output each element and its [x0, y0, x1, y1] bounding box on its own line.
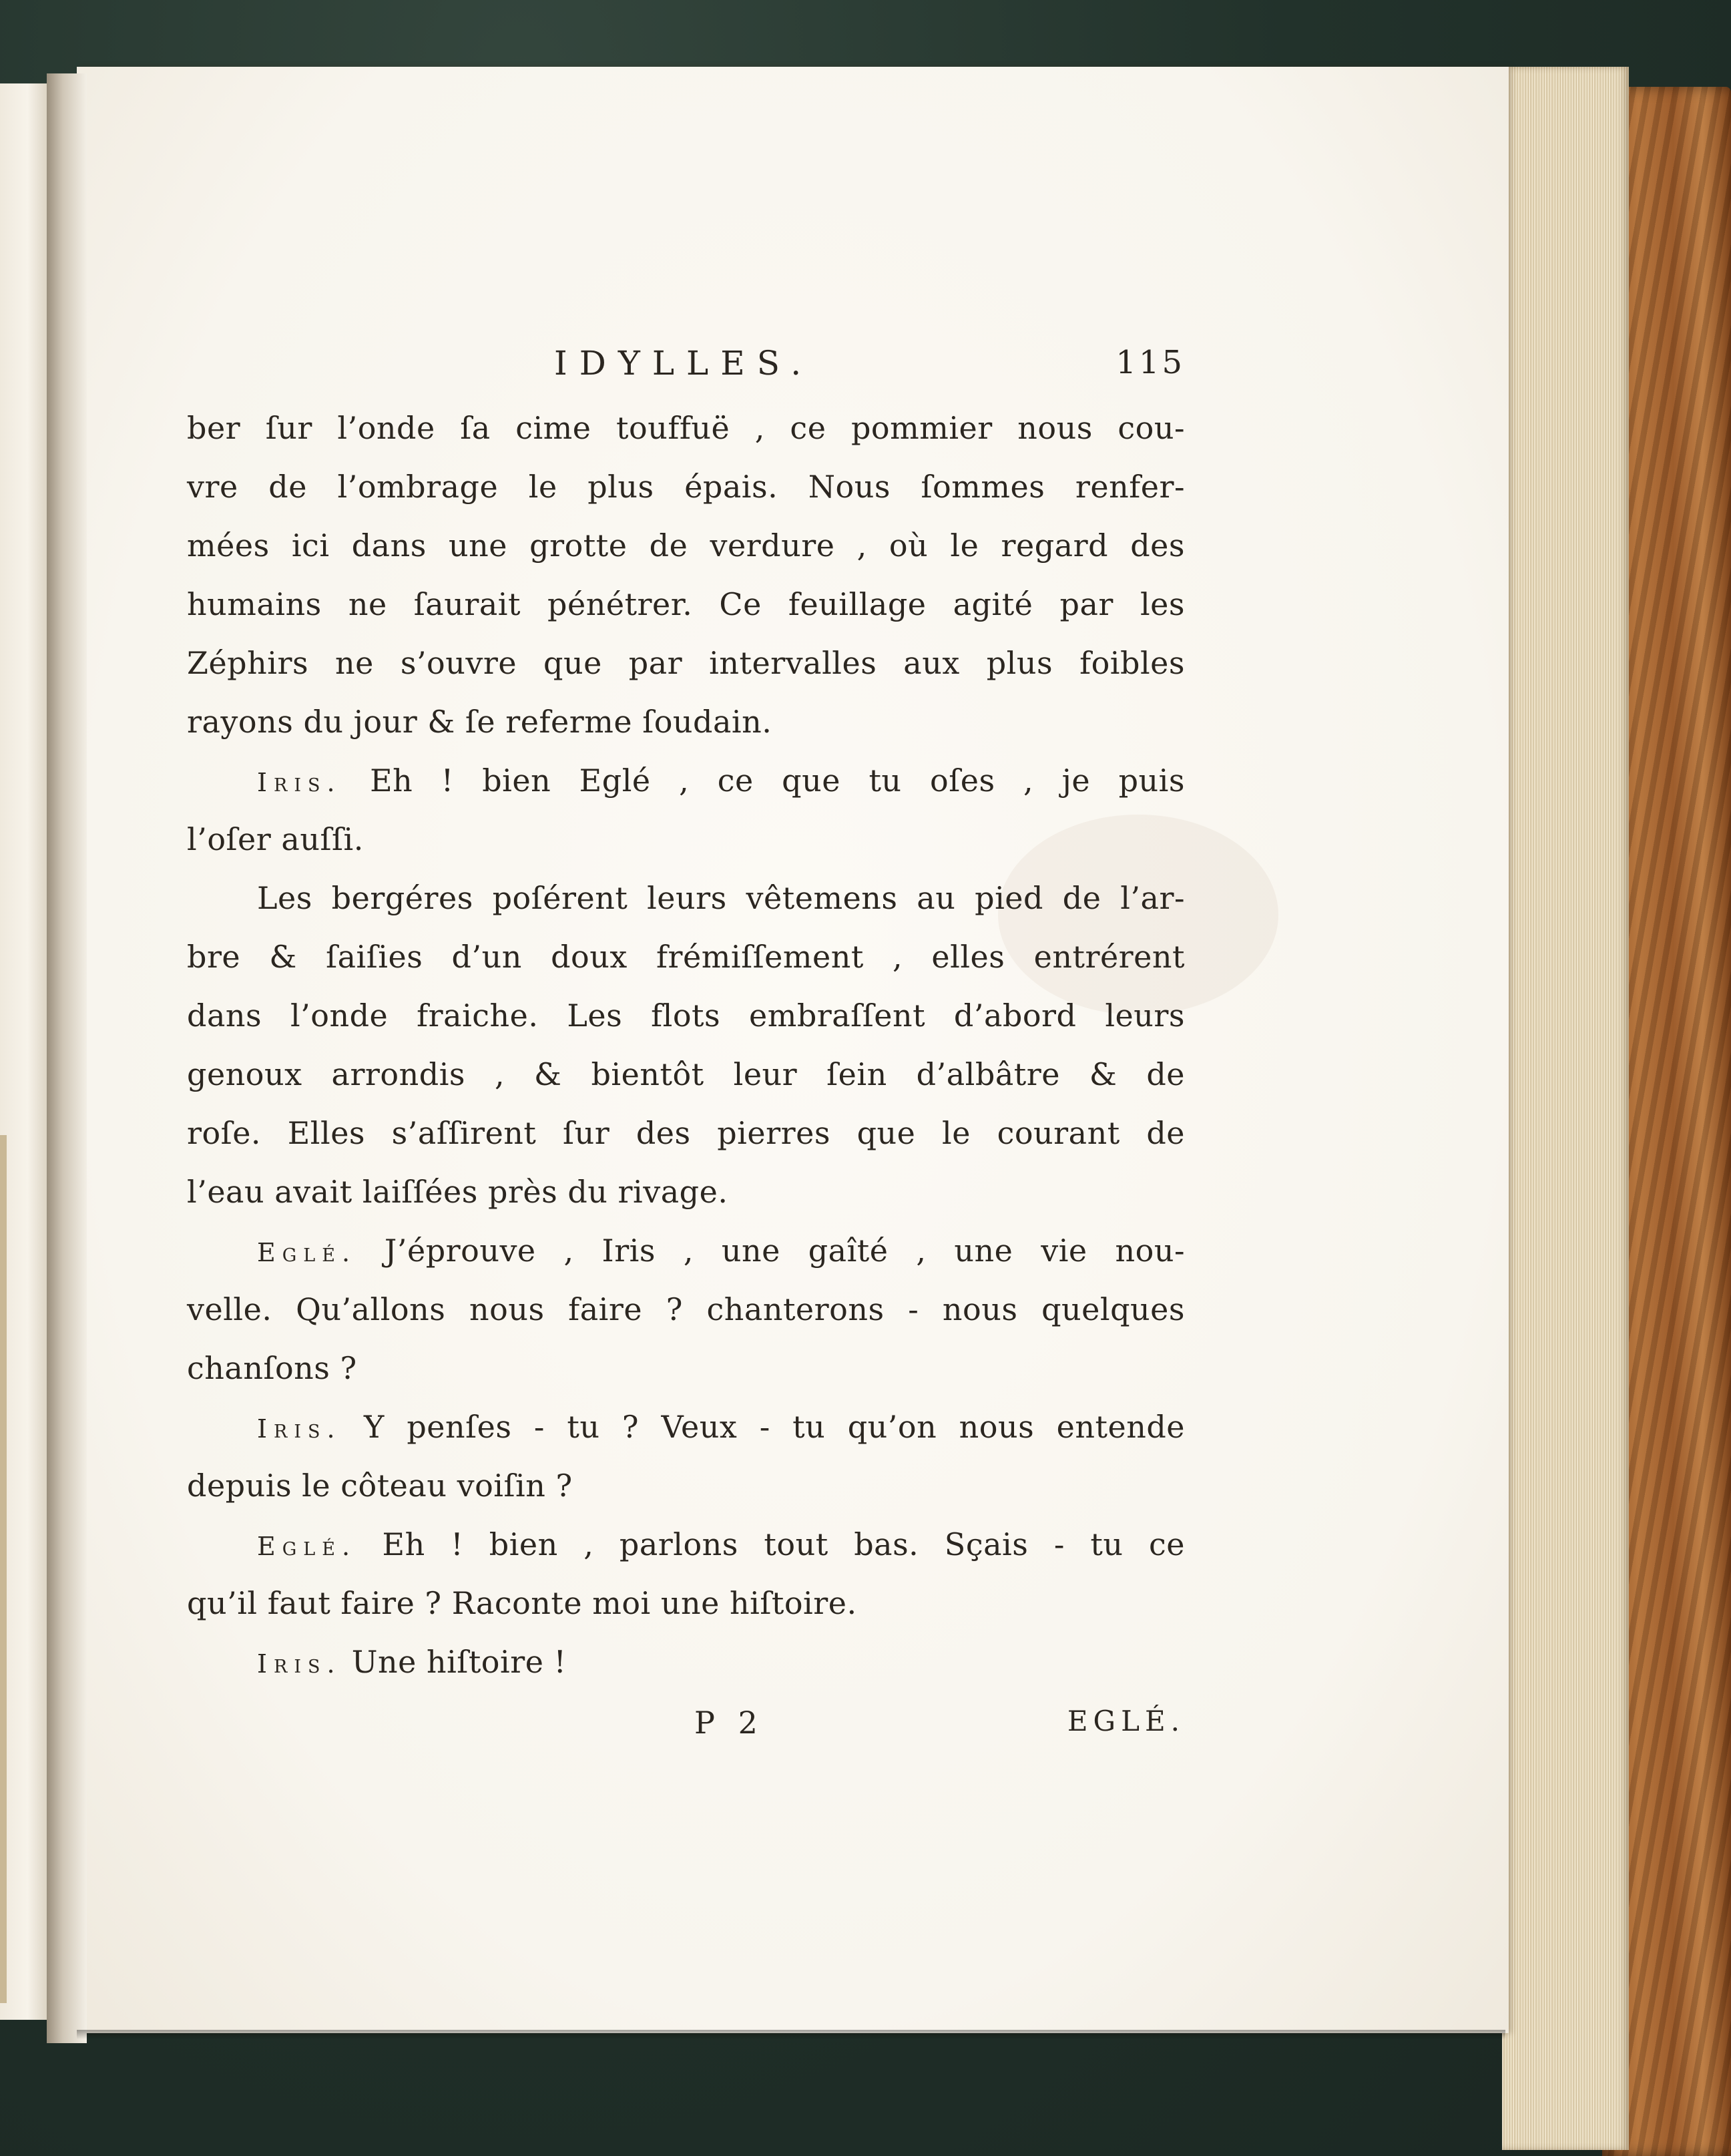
speaker-name: Eglé.	[257, 1532, 357, 1561]
line-text: dans l’onde fraiche. Les flots embraſſent d’abord leurs	[187, 998, 1185, 1034]
page-shadow	[77, 2030, 1505, 2039]
line-text: J’éprouve , Iris , une gaîté , une vie nou-	[356, 1233, 1185, 1269]
text-line	[187, 1162, 1185, 1221]
line-text: l’oſer auſſi.	[187, 821, 364, 857]
text-line	[187, 457, 1185, 516]
text-line	[187, 1339, 1185, 1397]
text-line	[187, 516, 1185, 575]
text-line	[187, 1221, 1185, 1280]
line-text: velle. Qu’allons nous faire ? chanterons - nous quelques	[187, 1291, 1185, 1327]
text-lines	[187, 399, 1185, 1691]
page-number: 115	[1116, 344, 1185, 381]
text-line	[187, 1456, 1185, 1515]
line-text: chanſons ?	[187, 1350, 357, 1386]
line-text: Les bergéres poſérent leurs vêtemens au pied de l’ar-	[257, 880, 1185, 916]
catchword: EGLÉ.	[1067, 1705, 1185, 1737]
speaker-name: Eglé.	[257, 1238, 357, 1267]
speaker-name: Iris.	[257, 1414, 342, 1444]
line-text: depuis le côteau voiſin ?	[187, 1468, 573, 1504]
text-line	[187, 1515, 1185, 1574]
line-text: l’eau avait laiſſées près du rivage.	[187, 1174, 728, 1210]
page-footer	[187, 1691, 1185, 1758]
line-text: rayons du jour & ſe referme ſoudain.	[187, 704, 772, 740]
book-gutter	[47, 73, 87, 2043]
line-text: mées ici dans une grotte de verdure , où le regard des	[187, 527, 1185, 564]
text-line	[187, 986, 1185, 1045]
line-text: Zéphirs ne s’ouvre que par intervalles aux plus foibles	[187, 645, 1185, 681]
signature-mark: P 2	[694, 1705, 764, 1741]
line-text: bre & ſaiſies d’un doux frémiſſement , elles entrérent	[187, 939, 1185, 975]
line-text: humains ne ſaurait pénétrer. Ce feuillage agité par les	[187, 586, 1185, 622]
text-line	[187, 399, 1185, 457]
speaker-name: Iris.	[257, 768, 342, 797]
text-line	[187, 575, 1185, 634]
speaker-name: Iris.	[257, 1649, 342, 1679]
line-text: Une hiſtoire !	[341, 1644, 567, 1680]
text-line	[187, 1104, 1185, 1162]
previous-page-edge	[0, 1135, 7, 2003]
line-text: Y penſes - tu ? Veux - tu qu’on nous entende	[341, 1409, 1185, 1445]
line-text: ber ſur l’onde ſa cime touffuë , ce pommier nous cou-	[187, 410, 1185, 446]
line-text: qu’il faut faire ? Raconte moi une hiſtoire.	[187, 1585, 857, 1621]
text-line	[187, 1397, 1185, 1456]
text-line	[187, 751, 1185, 810]
line-text: Eh ! bien Eglé , ce que tu oſes , je puis	[341, 763, 1185, 799]
line-text: vre de l’ombrage le plus épais. Nous ſommes renfer-	[187, 469, 1185, 505]
text-line	[187, 810, 1185, 869]
line-text: genoux arrondis , & bientôt leur ſein d’albâtre & de	[187, 1056, 1185, 1092]
text-line	[187, 1045, 1185, 1104]
text-line	[187, 1574, 1185, 1633]
text-line	[187, 1280, 1185, 1339]
line-text: Eh ! bien , parlons tout bas. Sçais - tu ce	[356, 1526, 1185, 1562]
text-line	[187, 927, 1185, 986]
text-line	[187, 869, 1185, 927]
text-line	[187, 692, 1185, 751]
text-line	[187, 1633, 1185, 1691]
line-text: roſe. Elles s’aſſirent ſur des pierres que le courant de	[187, 1115, 1185, 1151]
previous-page-strip	[0, 83, 50, 2020]
running-head	[187, 337, 1185, 399]
text-line	[187, 634, 1185, 692]
page-text-block	[187, 337, 1185, 1758]
page-edges	[1502, 67, 1629, 2150]
running-title: IDYLLES.	[554, 344, 814, 383]
